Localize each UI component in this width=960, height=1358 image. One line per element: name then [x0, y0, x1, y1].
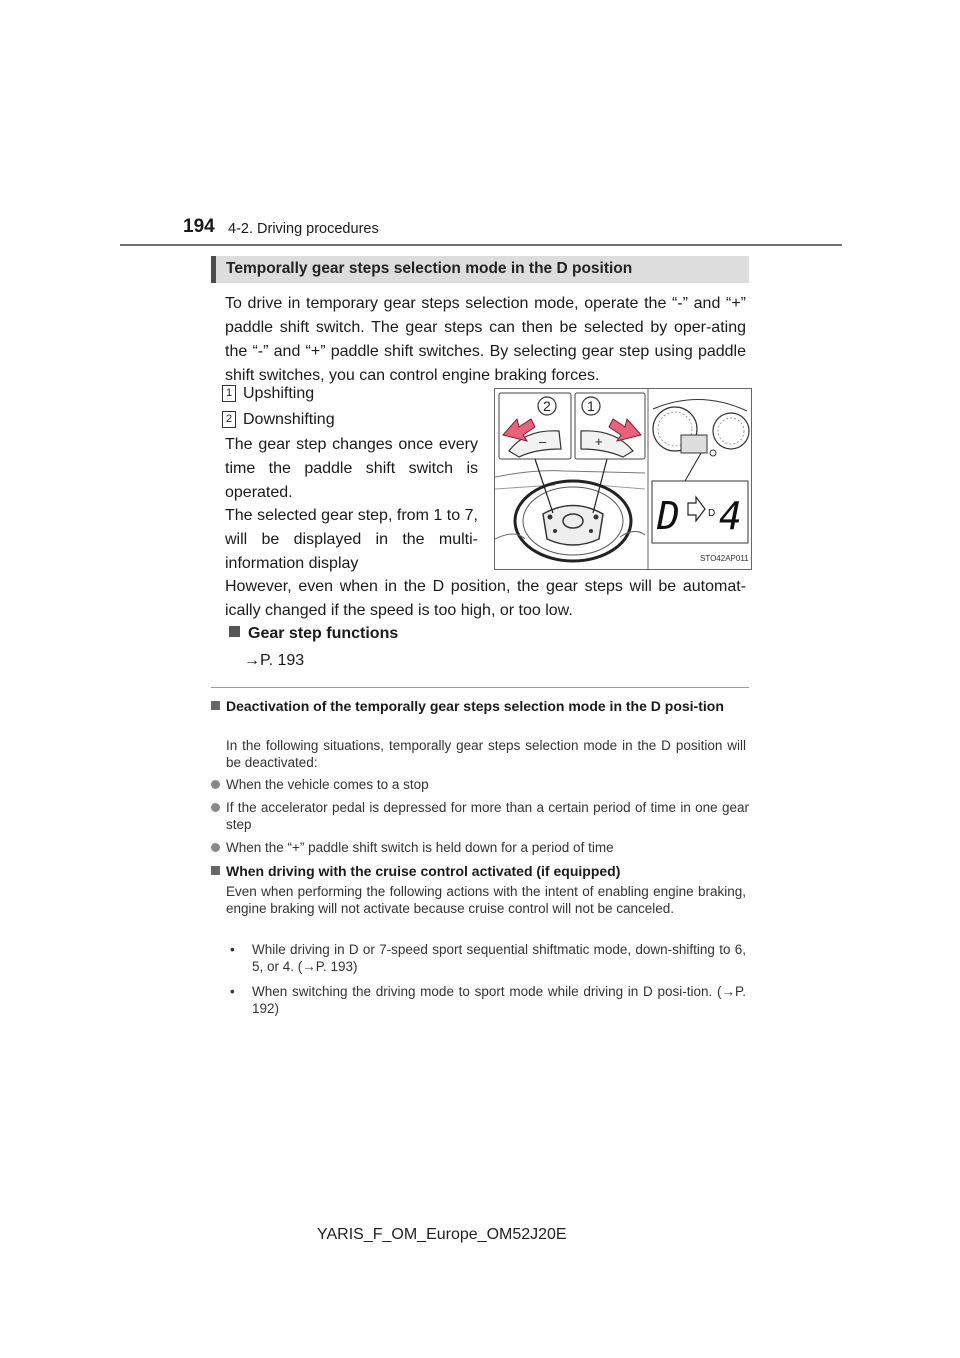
heading-accent-bar [211, 256, 216, 283]
multi-information-display [681, 435, 707, 453]
figure-code: STO42AP011 [700, 554, 749, 563]
list-item: • When switching the driving mode to sport mode while driving in D posi-tion. (→P. 192) [230, 984, 746, 1016]
gear-display-inset [652, 481, 748, 543]
list-item-upshifting [225, 382, 475, 406]
deactivation-note-title [211, 697, 749, 715]
gear-step-number: 4 [719, 494, 742, 538]
note-title-text: Deactivation of the temporally gear steps selection mode in the D posi-tion [226, 698, 724, 714]
steering-wheel [495, 481, 645, 561]
instrument-cluster [653, 399, 749, 481]
item-label: Downshifting [243, 411, 335, 428]
list-item-downshifting [225, 408, 475, 432]
cruise-note-body: Even when performing the following actions with the intent of enabling engine braking, engine braking will not activate because cruise control will not be canceled. [226, 884, 746, 916]
document-footer: YARIS_F_OM_Europe_OM52J20E [317, 1226, 567, 1243]
callout-label: 1 [587, 398, 595, 414]
note-title-text: When driving with the cruise control activated (if equipped) [226, 863, 621, 879]
section-heading: Temporally gear steps selection mode in the D position [226, 260, 633, 277]
section-title: 4-2. Driving procedures [228, 221, 379, 237]
plus-paddle-inset [575, 393, 645, 459]
dot-bullet: • [230, 984, 235, 999]
dot-bullet: • [230, 942, 235, 957]
square-bullet-icon [229, 626, 240, 637]
dashboard-line [495, 471, 645, 477]
circle-bullet-icon [211, 843, 220, 852]
plus-sign: + [595, 434, 603, 449]
gear-change-paragraph: The gear step changes once every time the paddle shift switch is operated. [225, 436, 478, 501]
callout-number: 2 [222, 411, 236, 428]
list-item: When the “+” paddle shift switch is held down for a period of time [211, 839, 749, 856]
pointer-line-display [685, 453, 701, 481]
sub-heading-text: Gear step functions [248, 625, 399, 642]
d-indicator: D [708, 508, 716, 519]
gear-mode-letter: D [657, 494, 680, 538]
paddle-shift-illustration [494, 388, 752, 570]
list-item: • While driving in D or 7-speed sport sequential shiftmatic mode, down-shifting to 6, 5, or 4. (→P. 193) [230, 942, 746, 974]
list-item: When the vehicle comes to a stop [211, 776, 749, 793]
paddle-shift-figure [495, 389, 751, 569]
minus-sign: – [539, 434, 547, 449]
however-paragraph: However, even when in the D position, the gear steps will be automat-ically changed if the speed is too high, or too low. [225, 578, 746, 619]
callout-label: 2 [543, 398, 551, 414]
gear-step-functions-heading [229, 625, 398, 643]
circle-bullet-icon [211, 780, 220, 789]
square-bullet-icon [211, 866, 220, 875]
page-reference: →P. 193 [244, 652, 305, 669]
list-item: If the accelerator pedal is depressed for more than a certain period of time in one gear step [211, 799, 749, 833]
gear-display-paragraph: The selected gear step, from 1 to 7, will be displayed in the multi-information display [225, 507, 478, 572]
square-bullet-icon [211, 701, 220, 710]
circle-bullet-icon [211, 803, 220, 812]
cruise-note-title [211, 862, 749, 880]
minus-paddle-inset [499, 393, 571, 459]
notes-divider [211, 687, 749, 688]
header-rule [120, 244, 842, 246]
item-label: Upshifting [243, 385, 315, 402]
section-heading-box [211, 256, 749, 283]
page-number: 194 [183, 216, 215, 237]
deactivation-note-body: In the following situations, temporally gear steps selection mode in the D position will be deactivated: [226, 738, 746, 770]
callout-number: 1 [222, 385, 236, 402]
intro-paragraph: To drive in temporary gear steps selection mode, operate the “-” and “+” paddle shift switch. The gear steps can then be selected by oper-ating the “-” and “+” paddle shift switches. By selecting gear step using paddle shift switches, you can control engine braking forces. [225, 295, 746, 384]
